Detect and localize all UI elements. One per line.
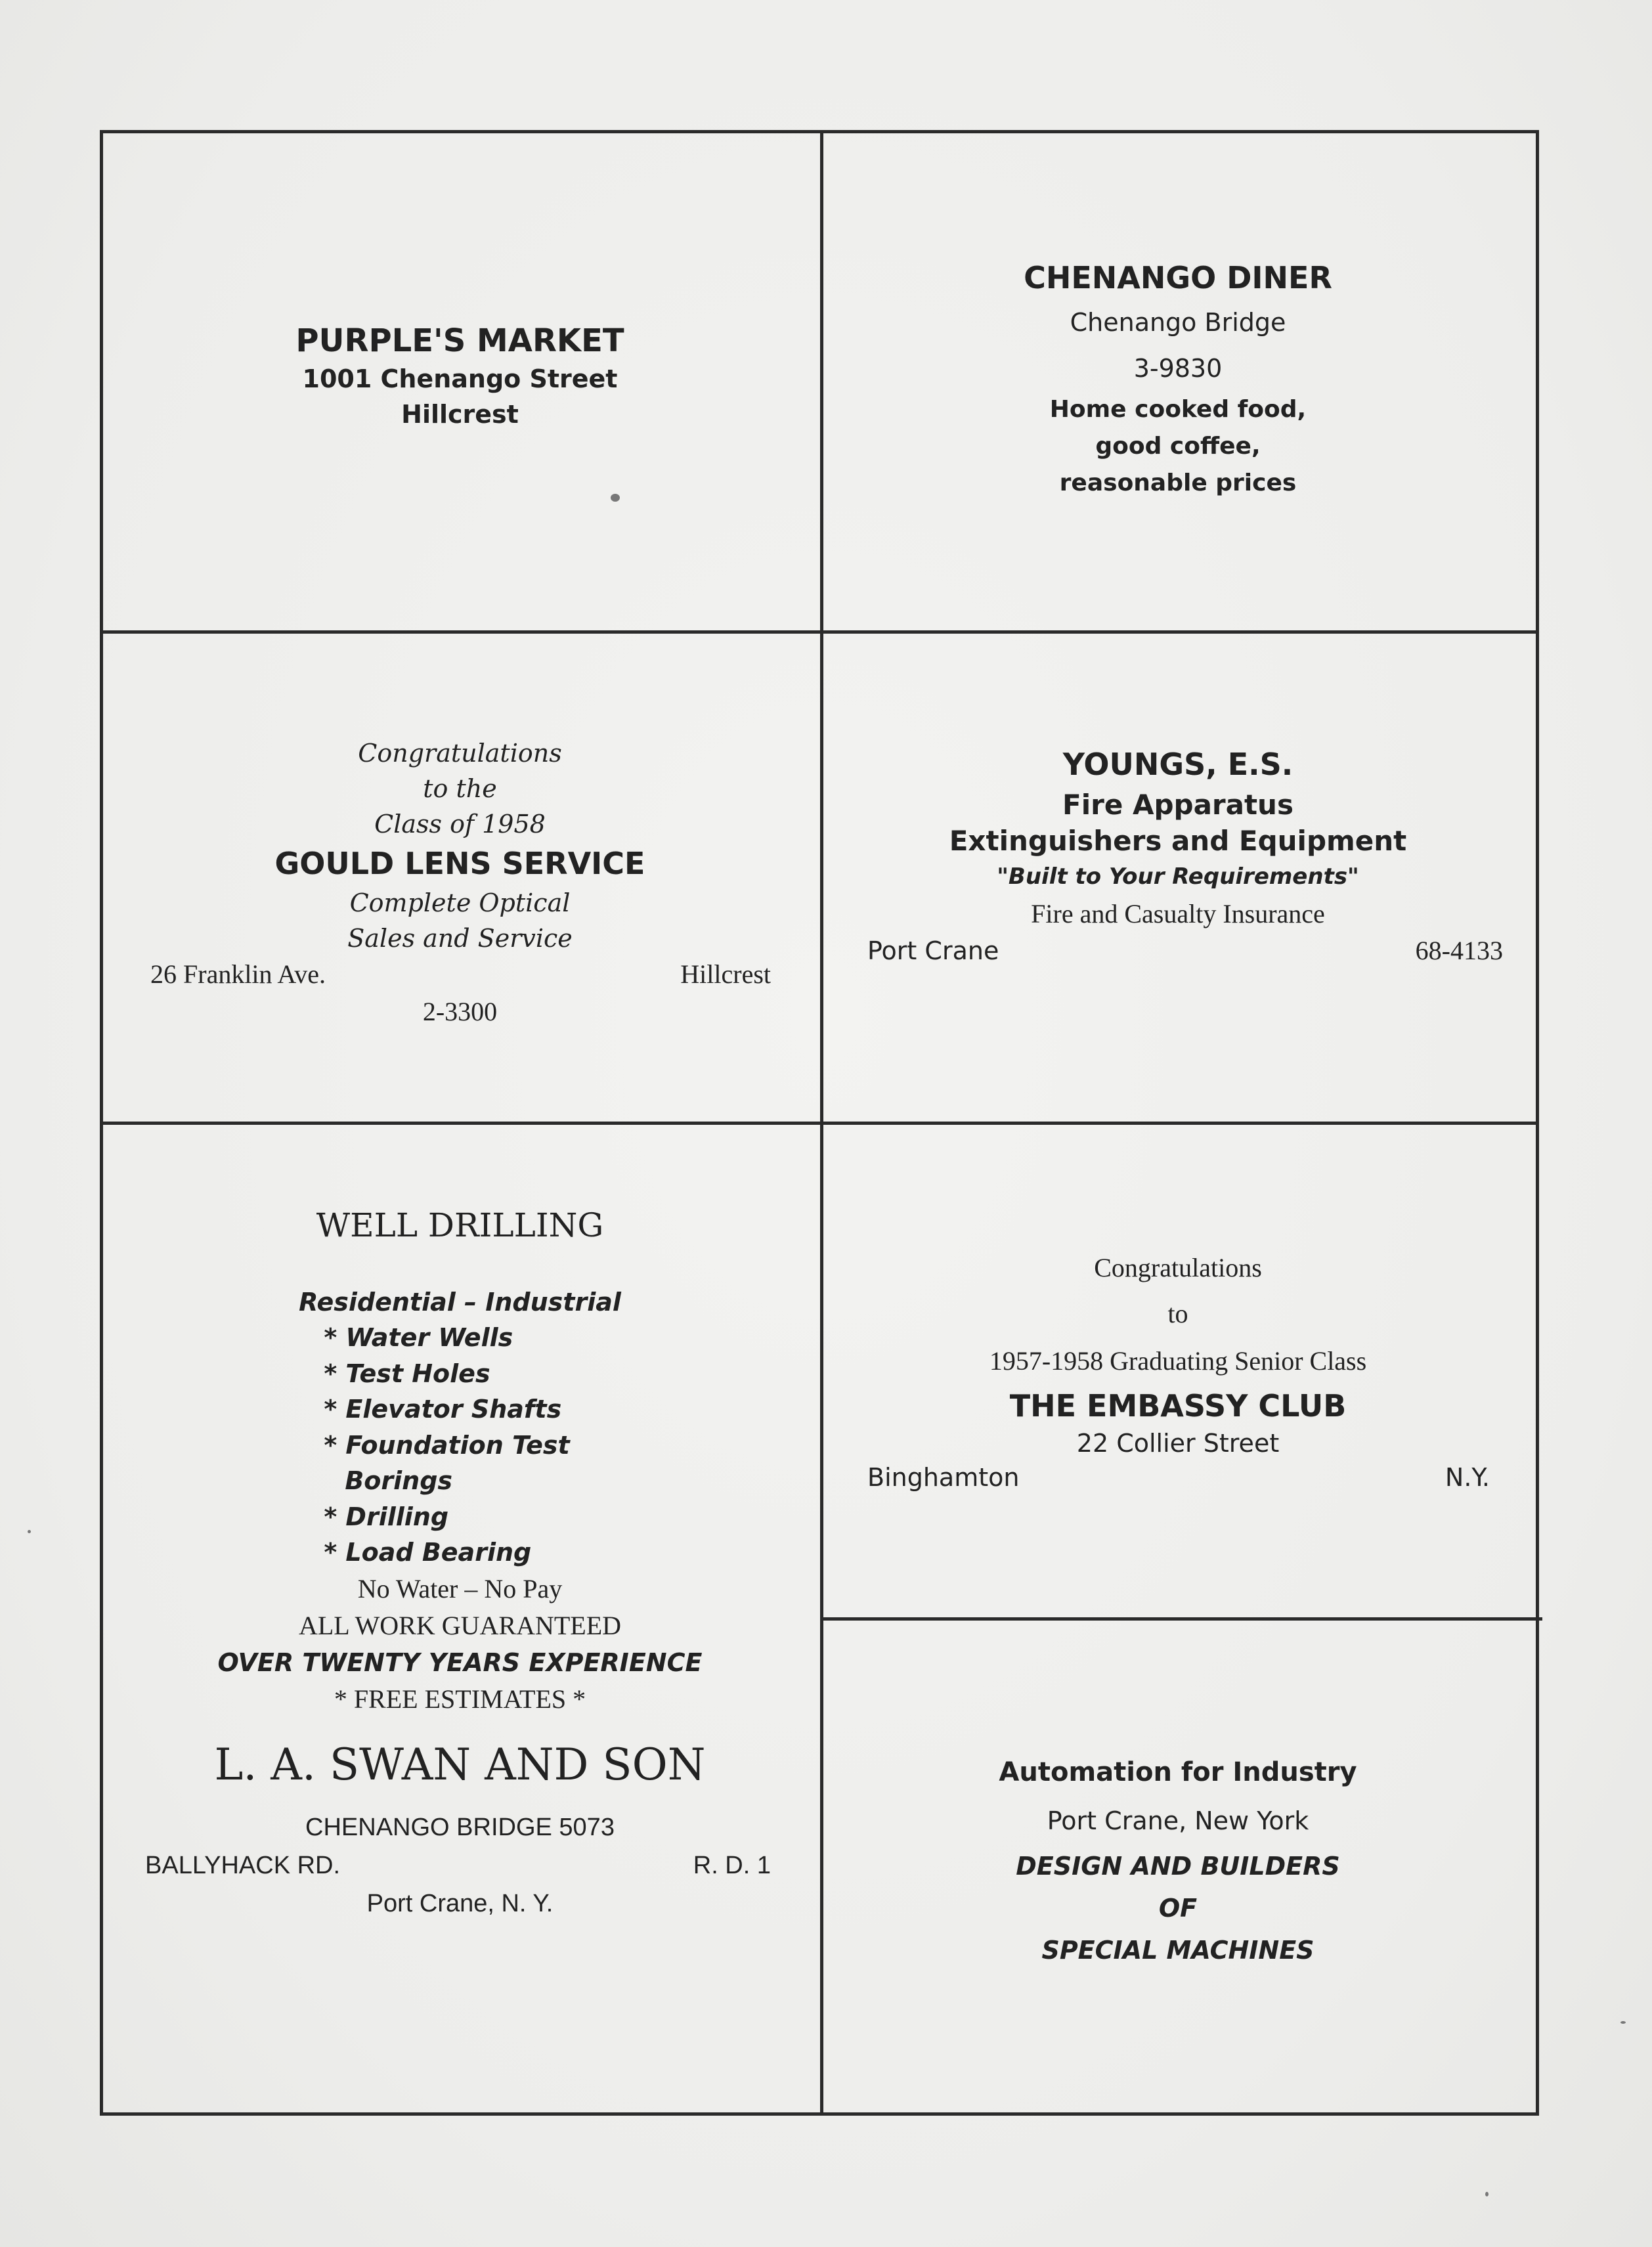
- paper-speck: [28, 1530, 31, 1533]
- ad-youngs-es: [820, 630, 1536, 1118]
- ad-gould-greeting-1: Congratulations: [358, 739, 562, 768]
- ad-embassy-street: 22 Collier Street: [1076, 1429, 1280, 1458]
- ad-automation-tagline-3: SPECIAL MACHINES: [1041, 1936, 1315, 1965]
- ad-swan-experience: OVER TWENTY YEARS EXPERIENCE: [217, 1647, 703, 1677]
- ad-swan-phone: CHENANGO BRIDGE 5073: [305, 1813, 615, 1841]
- ad-swan-road: BALLYHACK RD.: [145, 1851, 341, 1879]
- ad-automation-for-industry: [820, 1622, 1536, 2112]
- ad-purples-street: 1001 Chenango Street: [302, 364, 618, 393]
- ad-embassy-greeting-2: to: [1167, 1299, 1188, 1328]
- ad-youngs-line-2: Extinguishers and Equipment: [949, 825, 1407, 857]
- ad-swan-service-item: * Water Wells: [324, 1323, 513, 1352]
- ad-embassy-state: N.Y.: [1445, 1463, 1490, 1492]
- ad-diner-name: CHENANGO DINER: [1024, 260, 1332, 295]
- ad-gould-town: Hillcrest: [680, 959, 771, 989]
- paper-speck: [611, 494, 620, 502]
- ad-diner-tagline-3: reasonable prices: [1059, 469, 1297, 496]
- ad-automation-town: Port Crane, New York: [1047, 1806, 1309, 1835]
- ad-swan-well-drilling: [103, 1123, 817, 2112]
- ad-diner-town: Chenango Bridge: [1070, 308, 1286, 337]
- ad-swan-service-item: * Elevator Shafts: [324, 1395, 562, 1424]
- ad-swan-rd: R. D. 1: [693, 1851, 771, 1879]
- ad-gould-address: 26 Franklin Ave.: [150, 959, 326, 989]
- ad-gould-service-2: Sales and Service: [347, 924, 573, 953]
- ad-youngs-insurance: Fire and Casualty Insurance: [1031, 899, 1325, 928]
- ad-swan-service-item: * Foundation Test: [324, 1430, 570, 1460]
- grid-divider-right-row-3: [820, 1617, 1542, 1621]
- ad-gould-lens-service: [103, 630, 817, 1118]
- ad-swan-category: Residential – Industrial: [299, 1288, 621, 1317]
- ad-swan-heading: WELL DRILLING: [316, 1206, 604, 1244]
- ad-swan-service-item: * Drilling: [324, 1502, 449, 1531]
- ad-automation-tagline-1: DESIGN AND BUILDERS: [1016, 1852, 1340, 1881]
- ad-gould-greeting-2: to the: [423, 774, 497, 803]
- ad-youngs-slogan: "Built to Your Requirements": [997, 863, 1359, 890]
- paper-speck: [1485, 2192, 1489, 2196]
- ad-purples-name: PURPLE'S MARKET: [295, 322, 624, 359]
- ad-embassy-greeting-3: 1957-1958 Graduating Senior Class: [989, 1346, 1367, 1376]
- ad-diner-tagline-1: Home cooked food,: [1049, 396, 1307, 423]
- ad-gould-service-1: Complete Optical: [349, 888, 571, 917]
- ad-gould-phone: 2-3300: [422, 997, 498, 1026]
- ad-swan-services: [324, 1320, 569, 1571]
- ad-purples-town: Hillcrest: [401, 400, 519, 429]
- ad-swan-guarantee-2: ALL WORK GUARANTEED: [298, 1610, 622, 1640]
- ad-automation-tagline-2: OF: [1158, 1894, 1198, 1923]
- ad-gould-greeting-3: Class of 1958: [374, 810, 546, 839]
- ad-youngs-line-1: Fire Apparatus: [1062, 789, 1293, 821]
- ad-swan-service-item: Borings: [345, 1466, 453, 1495]
- ad-diner-tagline-2: good coffee,: [1095, 433, 1261, 460]
- ad-automation-name: Automation for Industry: [999, 1757, 1357, 1787]
- ad-embassy-name: THE EMBASSY CLUB: [1009, 1388, 1347, 1424]
- ad-swan-service-item: * Load Bearing: [324, 1538, 532, 1567]
- ad-youngs-phone: 68-4133: [1415, 936, 1503, 965]
- ad-youngs-town: Port Crane: [867, 936, 999, 965]
- ad-swan-guarantee-1: No Water – No Pay: [357, 1573, 563, 1603]
- ad-swan-service-item: * Test Holes: [324, 1359, 490, 1388]
- ad-embassy-city: Binghamton: [867, 1463, 1020, 1492]
- ad-swan-town: Port Crane, N. Y.: [366, 1889, 554, 1917]
- ad-embassy-greeting-1: Congratulations: [1094, 1253, 1262, 1282]
- ad-diner-phone: 3-9830: [1133, 354, 1223, 383]
- ad-purples-market: [103, 133, 817, 627]
- ad-embassy-club: [820, 1123, 1536, 1617]
- ad-chenango-diner: [820, 133, 1536, 627]
- ad-gould-name: GOULD LENS SERVICE: [274, 846, 645, 881]
- ad-youngs-name: YOUNGS, E.S.: [1062, 747, 1293, 782]
- ad-swan-name: L. A. SWAN AND SON: [214, 1739, 706, 1790]
- ad-swan-estimates: * FREE ESTIMATES *: [334, 1684, 586, 1714]
- paper-speck: [1620, 2021, 1626, 2024]
